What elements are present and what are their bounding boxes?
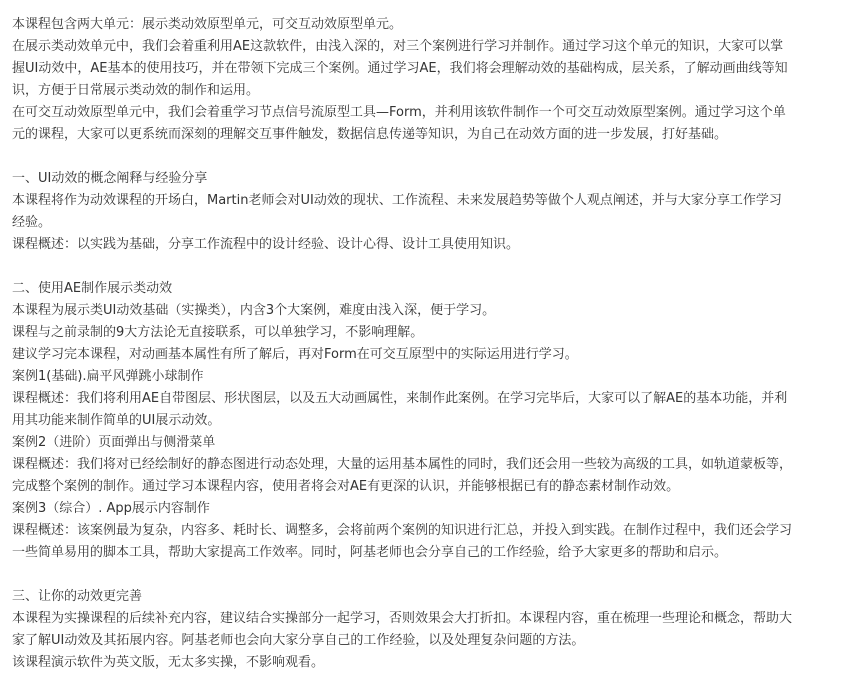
- body-text-line: 建议学习完本课程，对动画基本属性有所了解后，再对Form在可交互原型中的实际运用进行学习。: [12, 347, 578, 362]
- body-text-line: 本课程为展示类UI动效基础（实操类），内含3个大案例，难度由浅入深，便于学习。: [12, 303, 496, 318]
- body-text-line: 完成整个案例的制作。通过学习本课程内容，使用者将会对AE有更深的认识，并能够根据已有的静态素材制作动效。: [12, 479, 680, 494]
- section-heading: 三、让你的动效更完善: [12, 589, 143, 604]
- case-heading: 案例1(基础).扁平风弹跳小球制作: [12, 369, 204, 384]
- body-text-line: 课程概述：以实践为基础，分享工作流程中的设计经验、设计心得、设计工具使用知识。: [12, 237, 520, 252]
- body-text-line: 在展示类动效单元中，我们会着重利用AE这款软件，由浅入深的，对三个案例进行学习并制作。通过学习这个单元的知识，大家可以掌: [12, 39, 784, 54]
- section-heading: 二、使用AE制作展示类动效: [12, 281, 173, 296]
- intro-line: 本课程包含两大单元：展示类动效原型单元，可交互动效原型单元。: [12, 17, 403, 32]
- body-text-line: 经验。: [12, 215, 52, 230]
- body-text-line: 本课程将作为动效课程的开场白，Martin老师会对UI动效的现状、工作流程、未来发展趋势等做个人观点阐述，并与大家分享工作学习: [12, 193, 782, 208]
- body-text-line: 用其功能来制作简单的UI展示动效。: [12, 413, 221, 428]
- body-text-line: 课程概述：我们将对已经绘制好的静态图进行动态处理，大量的运用基本属性的同时，我们还会用一些较为高级的工具，如轨道蒙板等，: [12, 457, 793, 472]
- paragraph-spacer: [12, 564, 862, 586]
- body-text-line: 在可交互动效原型单元中，我们会着重学习节点信号流原型工具—Form，并利用该软件制作一个可交互动效原型案例。通过学习这个单: [12, 105, 786, 120]
- case-heading: 案例2（进阶）页面弹出与侧滑菜单: [12, 435, 216, 450]
- body-text-line: 课程概述：该案例最为复杂，内容多、耗时长、调整多，会将前两个案例的知识进行汇总，并投入到实践。在制作过程中，我们还会学习: [12, 523, 793, 538]
- body-text-line: 课程概述：我们将利用AE自带图层、形状图层，以及五大动画属性，来制作此案例。在学习完毕后，大家可以了解AE的基本功能，并利: [12, 391, 788, 406]
- body-text-line: 该课程演示软件为英文版，无太多实操，不影响观看。: [12, 655, 325, 670]
- case-heading: 案例3（综合）. App展示内容制作: [12, 501, 210, 516]
- body-text-line: 课程与之前录制的9大方法论无直接联系，可以单独学习，不影响理解。: [12, 325, 424, 340]
- body-text-line: 家了解UI动效及其拓展内容。阿基老师也会向大家分享自己的工作经验，以及处理复杂问题的方法。: [12, 633, 585, 648]
- body-text-line: 一些简单易用的脚本工具，帮助大家提高工作效率。同时，阿基老师也会分享自己的工作经验，给予大家更多的帮助和启示。: [12, 545, 728, 560]
- course-description: [12, 14, 862, 674]
- section-heading: 一、UI动效的概念阐释与经验分享: [12, 171, 208, 186]
- body-text-line: 握UI动效中，AE基本的使用技巧，并在带领下完成三个案例。通过学习AE，我们将会理解动效的基础构成，层关系，了解动画曲线等知: [12, 61, 788, 76]
- body-text-line: 识，方便于日常展示类动效的制作和运用。: [12, 83, 260, 98]
- paragraph-spacer: [12, 256, 862, 278]
- body-text-line: 本课程为实操课程的后续补充内容，建议结合实操部分一起学习，否则效果会大打折扣。本课程内容，重在梳理一些理论和概念，帮助大: [12, 611, 793, 626]
- paragraph-spacer: [12, 146, 862, 168]
- body-text-line: 元的课程，大家可以更系统而深刻的理解交互事件触发，数据信息传递等知识，为自己在动效方面的进一步发展，打好基础。: [12, 127, 728, 142]
